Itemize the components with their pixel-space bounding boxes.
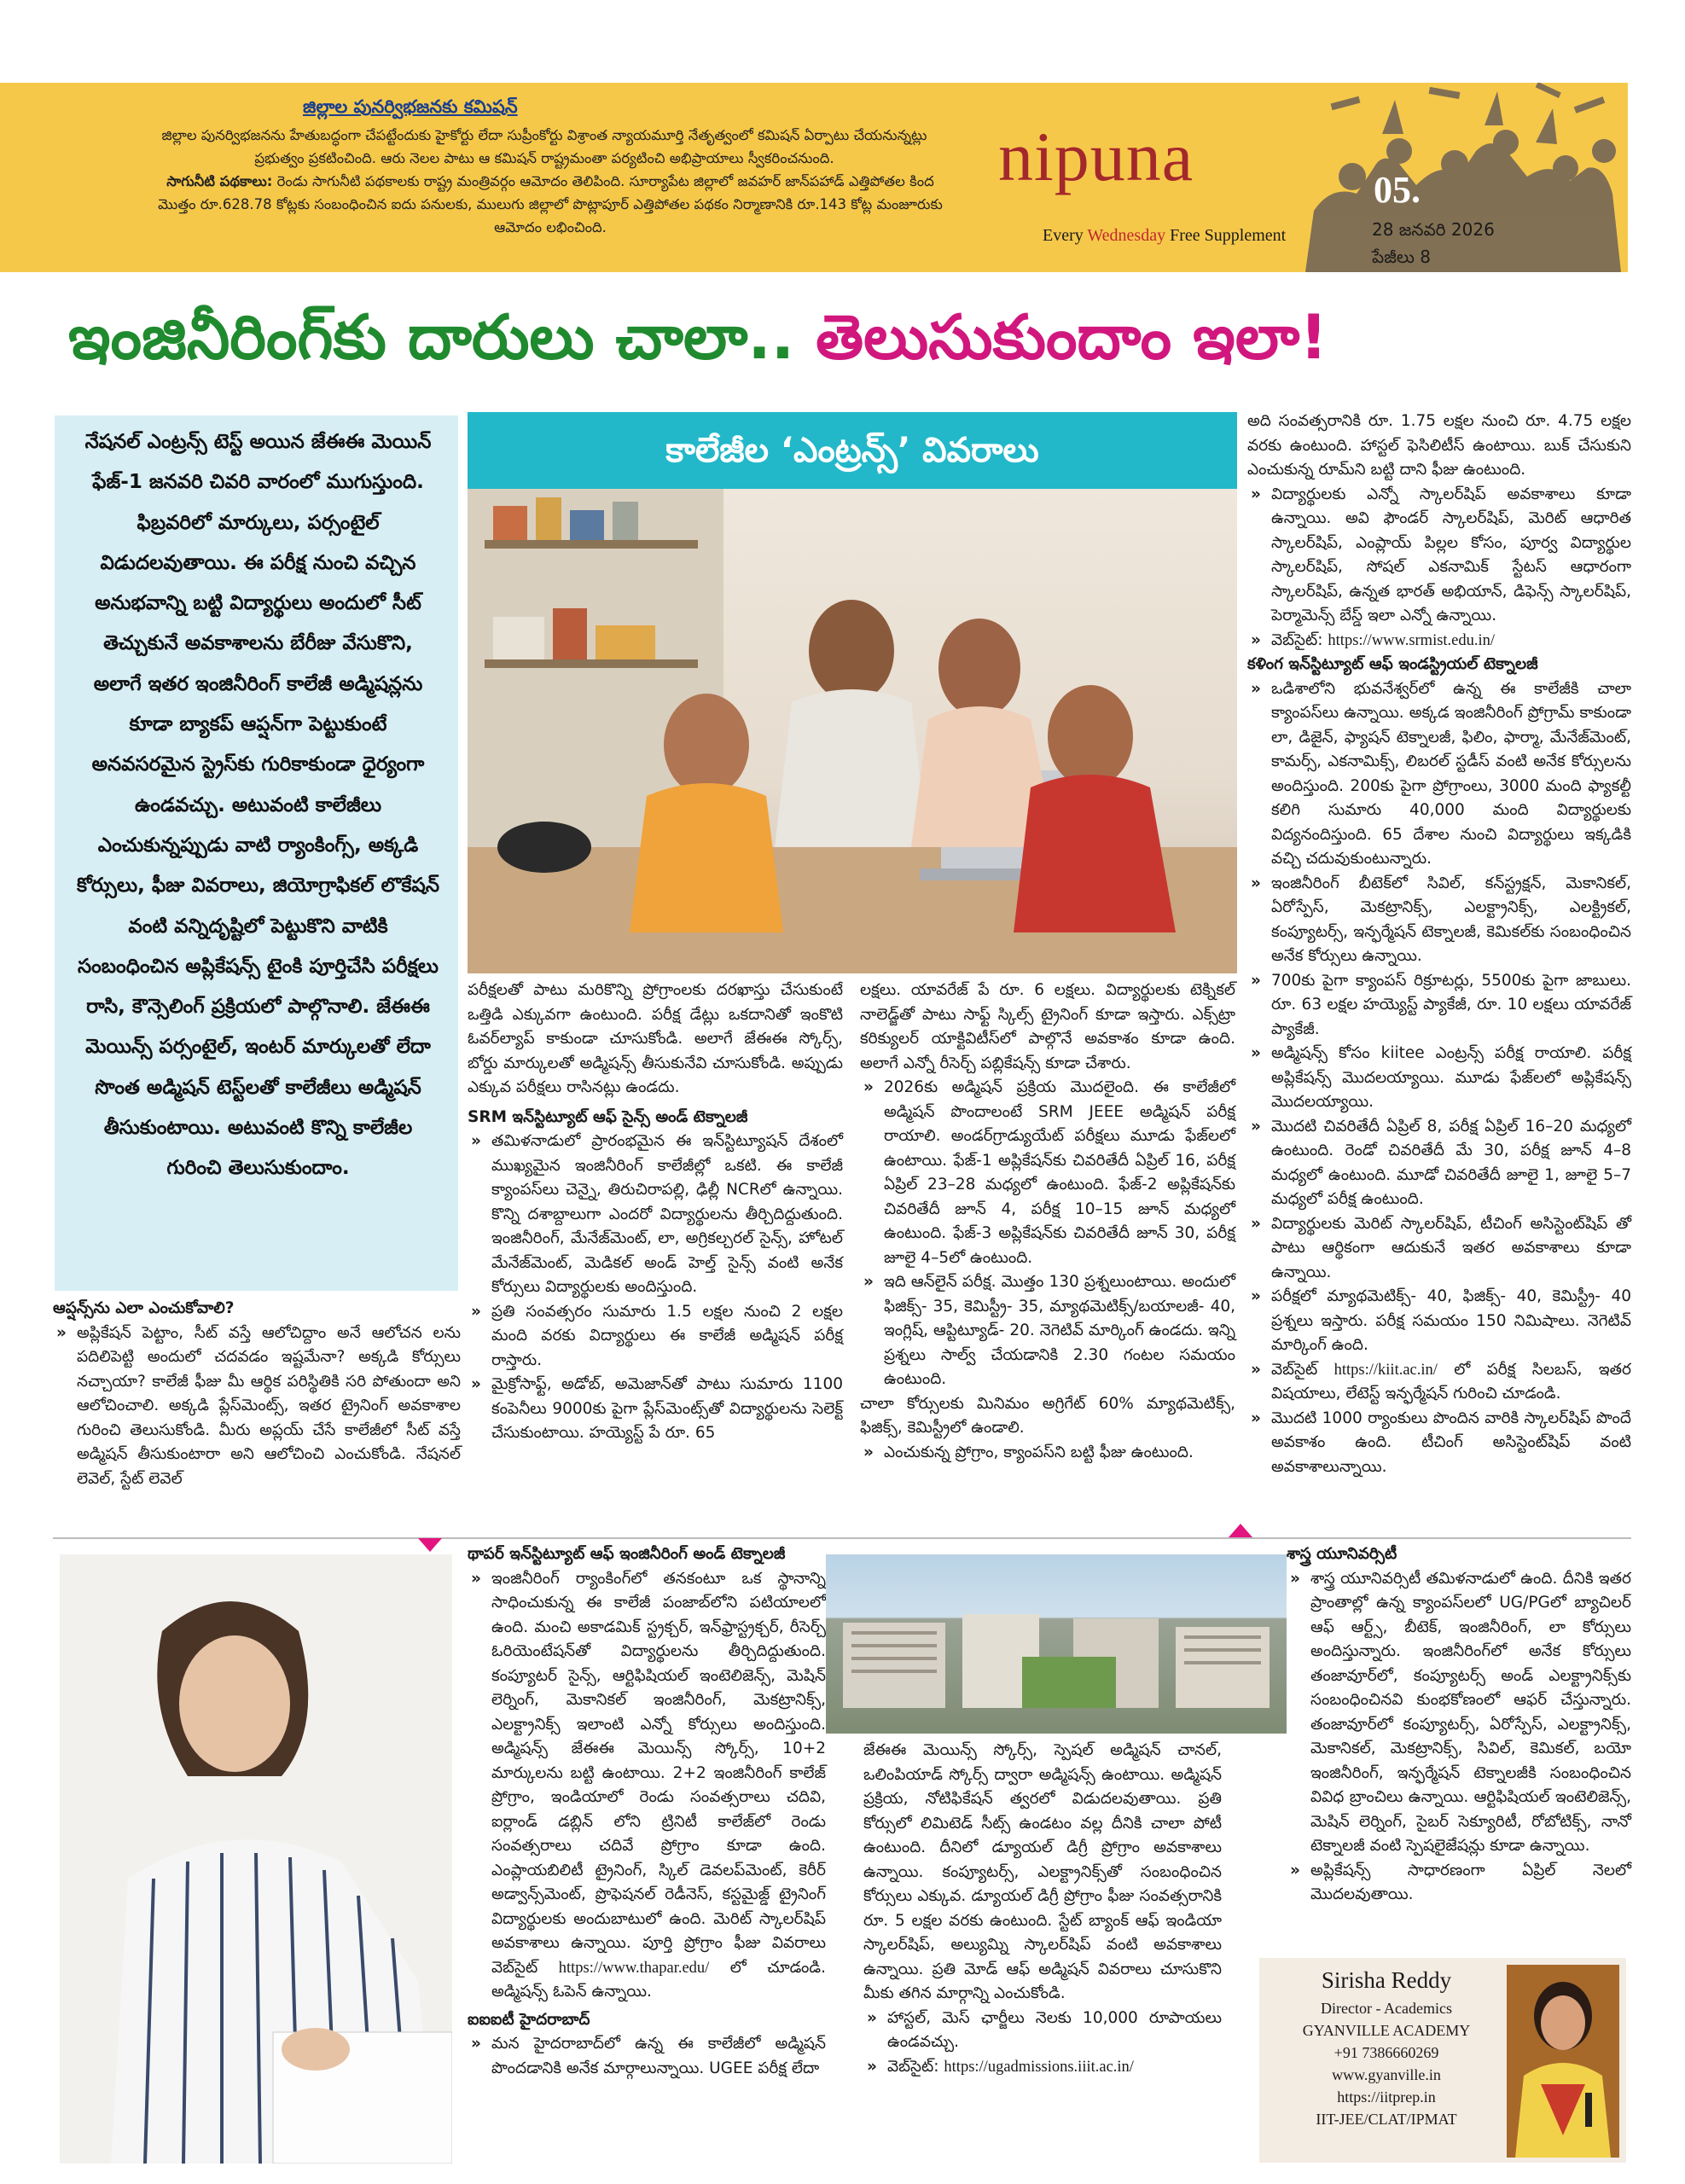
srm-fee-text: అది సంవత్సరానికి రూ. 1.75 లక్షల నుంచి రూ. 4.75 లక్షల వరకు ఉంటుంది. హాస్టల్ ఫెసిలిటీస్ ఉంటాయి. బుక్ చేసుకుని ఎంచుకున్న రూమ్‌ని బట్టి దాని ఫీజు ఉంటుంది. bbox=[1247, 412, 1631, 479]
srm-bullet-scholarships: » విద్యార్థులకు ఎన్నో స్కాలర్‌షిప్ అవకాశాలు కూడా ఉన్నాయి. అవి ఫౌండర్ స్కాలర్‌షిప్, మెరిట్ ఆధారిత స్కాలర్‌షిప్, ఎంప్లాయ్ పిల్లల కోసం, పూర్వ విద్యార్థుల స్కాలర్‌షిప్, సోషల్ ఎకనామిక్ స్టేటస్ ఆధారంగా స్కాలర్‌షిప్, ఉన్నత భారత్ అభియాన్, డిఫెన్స్ స్కాలర్‌షిప్, పెర్మామెన్స్ బేస్డ్ ఇలా ఎన్నో ఉన్నాయి. bbox=[1247, 483, 1631, 629]
author-illustration bbox=[1507, 1965, 1619, 2158]
kiit-bullet-exam: » పరీక్షలో మ్యాథమెటిక్స్- 40, ఫిజిక్స్- 40, కెమిస్ట్రీ- 40 ప్రశ్నలు ఇస్తారు. పరీక్ష సమయం 150 నిమిషాలు. నెగెటివ్ మార్కింగ్ ఉంది. bbox=[1247, 1285, 1631, 1358]
kiit-bullet-courses: » ఇంజినీరింగ్ బీటెక్‌లో సివిల్, కన్‌స్ట్రక్షన్, మెకానికల్, ఏరోస్పేస్, మెకట్రానిక్స్, ఎలక్ట్రానిక్స్, ఎలక్ట్రికల్, కంప్యూటర్స్, ఇన్ఫర్మేషన్ టెక్నాలజీ, కెమికల్‌కు సంబంధించిన అనేక కోర్సులు ఉన్నాయి. bbox=[1247, 872, 1631, 969]
entrance-title-bar bbox=[468, 412, 1237, 489]
student-writing-photo bbox=[60, 1554, 452, 2164]
thapar-body: ఇంజినీరింగ్ ర్యాంకింగ్‌లో తనకంటూ ఒక స్థానాన్ని సాధించుకున్న ఈ కాలేజీ పంజాబ్‌లోని పటియాలలో ఉంది. మంచి అకాడమిక్ స్ట్రక్చర్, ఇన్‌ఫ్రాస్ట్రక్చర్, రీసెర్చ్ ఓరియెంటేషన్‌తో విద్యార్థులను తీర్చిదిద్దుతుంది. కంప్యూటర్ సైన్స్, ఆర్టిఫిషియల్ ఇంటెలిజెన్స్, మెషిన్ లెర్నింగ్, మెకానికల్ ఇంజినీరింగ్, మెకట్రానిక్స్, ఎలక్ట్రానిక్స్ ఇలాంటి ఎన్నో కోర్సులు అందిస్తుంది. అడ్మిషన్స్ జేఈఈ మెయిన్స్ స్కోర్స్, 10+2 మార్కులను బట్టి ఉంటాయి. 2+2 ఇంజినీరింగ్ కాలేజ్ ప్రోగ్రాం, ఇండియాలో రెండు సంవత్సరాలు చదివి, ఐర్లాండ్ డబ్లిన్ లోని ట్రినిటీ కాలేజ్‌లో రెండు సంవత్సరాలు చదివే ప్రోగ్రాం కూడా ఉంది. ఎంప్లాయబిలిటీ ట్రైనింగ్, స్కిల్ డెవలప్‌మెంట్, కెరీర్ అడ్వాన్స్‌మెంట్, ప్రొఫెషనల్ రెడీనెస్, కస్టమైజ్డ్ ట్రైనింగ్ విద్యార్థులకు అందుబాటులో ఉంది. మెరిట్ స్కాలర్‌షిప్ అవకాశాలు ఉన్నాయి. పూర్తి ప్రోగ్రాం ఫీజు వివరాలు వెబ్‌సైట్ bbox=[491, 1569, 826, 1977]
srm-intro-text: పరీక్షలతో పాటు మరికొన్ని ప్రోగ్రాంలకు దరఖాస్తు చేసుకుంటే ఒత్తిడి ఎక్కువగా ఉంటుంది. పరీక్ష డేట్లు ఒకదానితో ఇంకొటి ఓవర్‌ల్యాప్ కాకుండా చూసుకోండి. అలాగే జేఈఈ స్కోర్స్, బోర్డు మార్కులతో అడ్మిషన్స్ తీసుకునేవి చూసుకోండి. అప్పుడు ఎక్కువ పరీక్షలు రాసినట్లు ఉండదు. bbox=[468, 981, 843, 1096]
brief-body: జిల్లాల పునర్విభజనను హేతుబద్ధంగా చేపట్టేందుకు హైకోర్టు లేదా సుప్రీంకోర్టు విశ్రాంత న్యాయమూర్తి నేతృత్వంలో కమిషన్ ఏర్పాటు చేయనున్నట్లు ప్రభుత్వం ప్రకటించింది. ఆరు నెలల పాటు ఆ కమిషన్ రాష్ట్రమంతా పర్యటించి అభిప్రాయాలు స్వీకరించనుంది. bbox=[161, 127, 927, 166]
tagline bbox=[1043, 226, 1286, 246]
iiit-bullet-website bbox=[863, 2055, 1222, 2080]
author-web2[interactable]: https://iitprep.in bbox=[1337, 2088, 1436, 2106]
tagline-day: Wednesday bbox=[1087, 226, 1166, 245]
brief-title: జిల్లాల పునర్విభజనకు కమిషన్ bbox=[303, 96, 518, 117]
campus-illustration bbox=[826, 1554, 1287, 1734]
srm-bullet-about: » తమిళనాడులో ప్రారంభమైన ఈ ఇన్‌స్టిట్యూషన్ దేశంలో ముఖ్యమైన ఇంజినీరింగ్ కాలేజీల్లో ఒకటి. ఈ కాలేజీ క్యాంపస్‌లు చెన్నై, తిరుచిరాపల్లి, ఢిల్లీ NCRలో ఉన్నాయి. కొన్ని దశాబ్దాలుగా ఎందరో విద్యార్థులను తీర్చిదిద్దుతుంది. ఇంజినీరింగ్, మేనేజ్‌మెంట్, లా, అగ్రికల్చరల్ సైన్స్, హోటల్ మేనేజ్‌మెంట్, మెడికల్ అండ్ హెల్త్ సైన్స్ వంటి అనేక కోర్సులు విద్యార్థులకు అందిస్తుంది. bbox=[468, 1130, 843, 1300]
iiit-website-label: వెబ్‌సైట్: bbox=[887, 2057, 939, 2076]
mid-col-2 bbox=[860, 979, 1235, 1465]
intro-text: నేషనల్ ఎంట్రన్స్ టెస్ట్ అయిన జేఈఈ మెయిన్ ఫేజ్-1 జనవరి చివరి వారంలో ముగుస్తుంది. ఫిబ్రవరిలో మార్కులు, పర్సంటైల్ విడుదలవుతాయి. ఈ పరీక్ష నుంచి వచ్చిన అనుభవాన్ని బట్టి విద్యార్థులు అందులో సీట్ తెచ్చుకునే అవకాశాలను బేరీజు వేసుకొని, అలాగే ఇతర ఇంజినీరింగ్ కాలేజీ అడ్మిషన్లను కూడా బ్యాకప్ ఆప్షన్‌గా పెట్టుకుంటే అనవసరమైన స్ట్రెస్‌కు గురికాకుండా ధైర్యంగా ఉండవచ్చు. అటువంటి కాలేజీలు ఎంచుకున్నప్పుడు వాటి ర్యాంకింగ్స్, అక్కడి కోర్సులు, ఫీజు వివరాలు, జియోగ్రాఫికల్ లొకేషన్ వంటి వన్నిదృష్టిలో పెట్టుకొని వాటికి సంబంధించిన అప్లికేషన్స్ టైంకి పూర్తిచేసి పరీక్షలు రాసి, కౌన్సెలింగ్ ప్రక్రియలో పాల్గొనాలి. జేఈఈ మెయిన్స్ పర్సంటైల్, ఇంటర్ మార్కులతో లేదా సొంత అడ్మిషన్ టెస్ట్‌లతో కాలేజీలు అడ్మిషన్ తీసుకుంటాయి. అటువంటి కొన్ని కాలేజీల గురించి తెలుసుకుందాం. bbox=[77, 431, 439, 1180]
options-section bbox=[53, 1297, 461, 1491]
thapar-bullet-about bbox=[468, 1567, 826, 2005]
page-headline bbox=[68, 294, 1630, 380]
srm-bullet-exam: » ఇది ఆన్‌లైన్ పరీక్ష. మొత్తం 130 ప్రశ్నలుంటాయి. అందులో ఫిజిక్స్- 35, కెమిస్ట్రీ- 35, మ్యాథమెటిక్స్/బయాలజీ- 40, ఇంగ్లిష్, ఆప్టిట్యూడ్- 20. నెగెటివ్ మార్కింగ్ ఉండదు. ఇన్ని ప్రశ్నలు సాల్వ్ చేయడానికి 2.30 గంటల సమయం ఉంటుంది. bbox=[860, 1270, 1235, 1392]
iiit-bullet-admission: » మన హైదరాబాద్‌లో ఉన్న ఈ కాలేజీలో అడ్మిషన్ పొందడానికి అనేక మార్గాలున్నాయి. UGEE పరీక్ష లేదా bbox=[468, 2032, 826, 2081]
sastra-heading: శాస్త్ర యూనివర్సిటీ bbox=[1287, 1545, 1397, 1563]
srm-bullet-admission: » 2026కు అడ్మిషన్ ప్రక్రియ మొదలైంది. ఈ కాలేజీలో అడ్మిషన్ పొందాలంటే SRM JEEE అడ్మిషన్ పరీక్ష రాయాలి. అండర్‌గ్రాడ్యుయేట్ పరీక్షలు మూడు ఫేజ్‌లలో ఉంటాయి. ఫేజ్-1 అప్లికేషన్‌కు చివరితేదీ ఏప్రిల్ 16, పరీక్ష ఏప్రిల్ 23–28 మధ్యలో ఉంటుంది. ఫేజ్-2 అప్లికేషన్‌కు చివరితేదీ జూన్ 4, పరీక్ష 10–15 జూన్ మధ్యలో ఉంటుంది. ఫేజ్-3 అప్లికేషన్‌కు చివరితేదీ జూన్ 30, పరీక్ష జూలై 4–5లో ఉంటుంది. bbox=[860, 1076, 1235, 1270]
thapar-heading: థాపర్ ఇన్‌స్టిట్యూట్ ఆఫ్ ఇంజినీరింగ్ అండ్ టెక్నాలజీ bbox=[468, 1545, 786, 1563]
kiit-bullet-admission: » అడ్మిషన్స్ కోసం kiitee ఎంట్రన్స్ పరీక్ష రాయాలి. పరీక్ష అప్లికేషన్స్ మొదలయ్యాయి. మూడు ఫేజ్‌లలో అప్లికేషన్స్ మొదలయ్యాయి. bbox=[1247, 1042, 1631, 1115]
sastra-bullet-applications: » అప్లికేషన్స్ సాధారణంగా ఏప్రిల్ నెలలో మొదలవుతాయి. bbox=[1287, 1859, 1631, 1908]
thapar-tail: లో చూడండి. అడ్మిషన్స్ ఓపెన్ ఉన్నాయి. bbox=[491, 1958, 826, 2001]
kiit-bullet-recruiters: » 700కు పైగా క్యాంపస్ రిక్రూటర్లు, 5500కు పైగా జాబులు. రూ. 63 లక్షల హయ్యెస్ట్ ప్యాకేజీ, రూ. 10 లక్షలు యావరేజ్ ప్యాకేజీ. bbox=[1247, 969, 1631, 1043]
srm-aggregate-text: చాలా కోర్సులకు మినిమం అగ్రిగేట్ 60% మ్యాథమెటిక్స్, ఫిజిక్స్, కెమిస్ట్రీలో ఉండాలి. bbox=[860, 1394, 1235, 1437]
brief2-label: సాగునీటి పథకాలు: bbox=[166, 173, 273, 189]
iiit-details: జేఈఈ మెయిన్స్ స్కోర్స్, స్పెషల్ అడ్మిషన్ చానల్, ఒలింపియాడ్ స్కోర్స్ ద్వారా అడ్మిషన్స్ ఉంటాయి. అడ్మిషన్ ప్రక్రియ, నోటిఫికేషన్ త్వరలో విడుదలవుతాయి. ప్రతి కోర్సులో లిమిటెడ్ సీట్స్ ఉండటం వల్ల దీనికి చాలా పోటీ ఉంటుంది. దీనిలో డ్యూయల్ డిగ్రీ ప్రోగ్రాం అవకాశాలు ఉన్నాయి. కంప్యూటర్స్, ఎలక్ట్రానిక్స్‌తో సంబంధించిన కోర్సులు ఎక్కువ. డ్యూయల్ డిగ్రీ ప్రోగ్రాం ఫీజు సంవత్సరానికి రూ. 5 లక్షల వరకు ఉంటుంది. స్టేట్ బ్యాంక్ ఆఫ్ ఇండియా స్కాలర్‌షిప్, అల్యుమ్ని స్కాలర్‌షిప్ వంటి అవకాశాలు ఉన్నాయి. ప్రతి మోడ్ ఆఫ్ అడ్మిషన్ వివరాలు చూసుకొని మీకు తగిన మార్గాన్ని ఎంచుకోండి. bbox=[863, 1741, 1222, 2002]
kiit-bullet-ranks: » మొదటి 1000 ర్యాంకులు పొందిన వారికి స్కాలర్‌షిప్ పొందే అవకాశం ఉంది. టీచింగ్ అసిస్టెంట్‌షిప్ వంటి అవకాశాలున్నాయి. bbox=[1247, 1407, 1631, 1480]
kiit-bullet-dates: » మొదటి చివరితేదీ ఏప్రిల్ 8, పరీక్ష ఏప్రిల్ 16–20 మధ్యలో ఉంటుంది. రెండో చివరితేదీ మే 30, పరీక్ష జూన్ 4–8 మధ్యలో ఉంటుంది. మూడో చివరితేదీ జూలై 1, జూలై 5–7 మధ్యలో పరీక్ష ఉంటుంది. bbox=[1247, 1115, 1631, 1212]
srm-website-label: వెబ్‌సైట్: bbox=[1271, 630, 1323, 649]
srm-pay-text: లక్షలు. యావరేజ్ పే రూ. 6 లక్షలు. విద్యార్థులకు టెక్నికల్ నాలెడ్జ్‌తో పాటు సాఫ్ట్ స్కిల్స్ ట్రైనింగ్ కూడా ఇస్తారు. ఎక్స్‌ట్రా కరిక్యులర్ యాక్టివిటీస్‌లో పాల్గొనే అవకాశం కూడా ఉంది. అలాగే ఎన్నో రీసెర్చ్ పబ్లికేషన్స్ కూడా చేశారు. bbox=[860, 981, 1235, 1072]
headline-part1: ఇంజినీరింగ్‌కు దారులు చాలా.. bbox=[68, 301, 795, 373]
brand-logo: nipuna bbox=[998, 118, 1194, 195]
students-illustration bbox=[468, 489, 1237, 973]
kiit-bullet-scholarships: » విద్యార్థులకు మెరిట్ స్కాలర్‌షిప్, టీచింగ్ అసిస్టెంట్‌షిప్ తో పాటు ఆర్థికంగా ఆదుకునే ఇతర అవకాశాలు కూడా ఉన్నాయి. bbox=[1247, 1212, 1631, 1286]
divider-marker-left bbox=[418, 1538, 442, 1552]
author-phone: +91 7386660269 bbox=[1333, 2044, 1439, 2061]
bottom-col-3 bbox=[1287, 1542, 1631, 1908]
author-org: GYANVILLE ACADEMY bbox=[1302, 2022, 1471, 2039]
thapar-website-link[interactable]: https://www.thapar.edu/ bbox=[558, 1959, 710, 1977]
divider-marker-right bbox=[1229, 1524, 1252, 1537]
students-photo bbox=[468, 489, 1237, 973]
campus-photo bbox=[826, 1554, 1287, 1734]
srm-heading: SRM ఇన్‌స్టిట్యూట్ ఆఫ్ సైన్స్ అండ్ టెక్నాలజీ bbox=[468, 1107, 748, 1126]
srm-website-link[interactable]: https://www.srmist.edu.in/ bbox=[1328, 631, 1496, 649]
brief2 bbox=[154, 170, 947, 239]
issue-date: 28 జనవరి 2026 bbox=[1372, 219, 1495, 240]
tagline-pre: Every bbox=[1043, 226, 1088, 245]
srm-bullet-applicants: » ప్రతి సంవత్సరం సుమారు 1.5 లక్షల నుంచి 2 లక్షల మంది వరకు విద్యార్థులు ఈ కాలేజీ అడ్మిషన్ పరీక్ష రాస్తారు. bbox=[468, 1300, 843, 1374]
iiit-website-link[interactable]: https://ugadmissions.iiit.ac.in/ bbox=[944, 2058, 1134, 2076]
tagline-post: Free Supplement bbox=[1165, 226, 1287, 245]
brief2-body: రెండు సాగునీటి పథకాలకు రాష్ట్ర మంత్రివర్గం ఆమోదం తెలిపింది. సూర్యాపేట జిల్లాలో జవహర్ జాన్‌పహాడ్ ఎత్తిపోతల కింద మొత్తం రూ.628.78 కోట్లకు సంబంధించిన ఐదు పనులకు, ములుగు జిల్లాలో పొట్లాపూర్ ఎత్తిపోతల పథకం నిర్మాణానికి రూ.143 కోట్ల మంజూరుకు ఆమోదం లభించింది. bbox=[158, 173, 943, 235]
author-photo bbox=[1507, 1965, 1619, 2158]
iiit-bullet-hostel: » హాస్టల్, మెస్ ఛార్జీలు నెలకు 10,000 రూపాయలు ఉండవచ్చు. bbox=[863, 2007, 1222, 2055]
right-col bbox=[1247, 410, 1631, 1479]
author-web1[interactable]: www.gyanville.in bbox=[1332, 2066, 1441, 2083]
kiit-heading: కళింగ ఇన్‌స్టిట్యూట్ ఆఫ్ ఇండస్ట్రియల్ టెక్నాలజీ bbox=[1247, 655, 1538, 673]
bottom-col-2 bbox=[863, 1739, 1222, 2079]
options-body: » అప్లికేషన్ పెట్టాం, సీట్ వస్తే ఆలోచిద్దాం అనే ఆలోచన లను పదిలిపెట్టి అందులో చదవడం ఇష్టమేనా? అక్కడి కోర్సులు నచ్చాయా? కాలేజీ ఫీజు మీ ఆర్థిక పరిస్థితికి సరి పోతుందా అని ఆలోచించాలి. అక్కడి ప్లేస్‌మెంట్స్, ఇతర ట్రైనింగ్ అవకాశాల గురించి తెలుసుకోండి. మీరు అప్లయ్ చేసే కాలేజీలో సీట్ వస్తే అడ్మిషన్ తీసుకుంటారా అని ఆలోచించి ఎంచుకోండి. నేషనల్ లెవెల్, స్టేట్ లెవెల్ bbox=[53, 1321, 461, 1492]
srm-bullet-website bbox=[1247, 629, 1631, 653]
mid-col-1 bbox=[468, 979, 843, 1446]
kiit-bullet-website bbox=[1247, 1358, 1631, 1407]
kiit-bullet-about: » ఒడిశాలోని భువనేశ్వర్‌లో ఉన్న ఈ కాలేజీకి చాలా క్యాంపస్‌లు ఉన్నాయి. అక్కడ ఇంజినీరింగ్ ప్రోగ్రామ్ కాకుండా లా, డిజైన్, ఫ్యాషన్ టెక్నాలజీ, ఫిలిం, ఫార్మా, మేనేజ్‌మెంట్, కామర్స్, ఎకనామిక్స్, లిబరల్ స్టడీస్ వంటి అనేక కోర్సులను అందిస్తుంది. 200కు పైగా ప్రోగ్రాంలు, 3000 మంది ఫ్యాకల్టీ కలిగి సుమారు 40,000 మంది విద్యార్థులకు విద్యనందిస్తుంది. 65 దేశాల నుంచి విద్యార్థులు ఇక్కడికి వచ్చి చదువుకుంటున్నారు. bbox=[1247, 677, 1631, 872]
srm-bullet-placements: » మైక్రోసాఫ్ట్, అడోబ్, అమెజాన్‌తో పాటు సుమారు 1100 కంపెనీలు 9000కు పైగా ప్లేస్‌మెంట్స్‌తో విద్యార్థులను సెలెక్ట్ చేసుకుంటాయి. హయ్యెస్ట్ పే రూ. 65 bbox=[468, 1373, 843, 1446]
section-divider bbox=[53, 1537, 1631, 1539]
kiit-website-rest: లో పరీక్ష సిలబస్, ఇతర విషయాలు, లేటెస్ట్ ఇన్ఫర్మేషన్ గురించి చూడండి. bbox=[1271, 1360, 1631, 1403]
author-box bbox=[1259, 1958, 1626, 2163]
author-name: Sirisha Reddy bbox=[1321, 1967, 1452, 1993]
author-exams: IIT-JEE/CLAT/IPMAT bbox=[1316, 2111, 1457, 2128]
entrance-title: కాలేజీల ‘ఎంట్రన్స్’ వివరాలు bbox=[665, 431, 1039, 470]
kiit-website-link[interactable]: https://kiit.ac.in/ bbox=[1333, 1361, 1438, 1379]
student-writing-illustration bbox=[60, 1554, 452, 2164]
author-role: Director - Academics bbox=[1321, 2000, 1452, 2017]
author-info bbox=[1271, 1963, 1502, 2130]
bottom-col-1 bbox=[468, 1542, 826, 2081]
kiit-website-label: వెబ్‌సైట్ bbox=[1271, 1360, 1318, 1379]
iiit-heading: ఐఐఐటీ హైదరాబాద్ bbox=[468, 2010, 590, 2029]
issue-number: 05. bbox=[1374, 169, 1421, 211]
sastra-bullet-about: » శాస్త్ర యూనివర్సిటీ తమిళనాడులో ఉంది. దీనికి ఇతర ప్రాంతాల్లో ఉన్న క్యాంపస్‌లలో UG/PGలో బ్యాచిలర్ ఆఫ్ ఆర్ట్స్, బీటెక్, ఇంజినీరింగ్, లా కోర్సులు అందిస్తున్నారు. ఇంజినీరింగ్‌లో అనేక కోర్సులు తంజావూర్‌లో, కంప్యూటర్స్ అండ్ ఎలక్ట్రానిక్స్‌కు సంబంధించినవి కుంభకోణంలో ఆఫర్ చేస్తున్నారు. తంజావూర్‌లో కంప్యూటర్స్, ఏరోస్పేస్, ఎలక్ట్రానిక్స్, మెకానికల్, మెకట్రానిక్స్, సివిల్, కెమికల్, బయో ఇంజినీరింగ్, ఇన్ఫర్మేషన్ టెక్నాలజీకి సంబంధించిన వివిధ బ్రాంచిలు ఉన్నాయి. ఆర్టిఫిషియల్ ఇంటెలిజెన్స్, మెషిన్ లెర్నింగ్, సైబర్ సెక్యూరిటీ, రోబోటిక్స్, నానో టెక్నాలజీ వంటి స్పెషలైజేషన్లు కూడా ఉన్నాయి. bbox=[1287, 1567, 1631, 1859]
headline-part2: తెలుసుకుందాం ఇలా! bbox=[816, 301, 1328, 373]
masthead-banner bbox=[0, 83, 1628, 272]
srm-bullet-fee: » ఎంచుకున్న ప్రోగ్రాం, క్యాంపస్‌ని బట్టి ఫీజు ఉంటుంది. bbox=[860, 1441, 1235, 1466]
options-heading: ఆప్షన్స్‌ను ఎలా ఎంచుకోవాలి? bbox=[53, 1299, 235, 1317]
page-count: పేజీలు 8 bbox=[1372, 247, 1432, 267]
